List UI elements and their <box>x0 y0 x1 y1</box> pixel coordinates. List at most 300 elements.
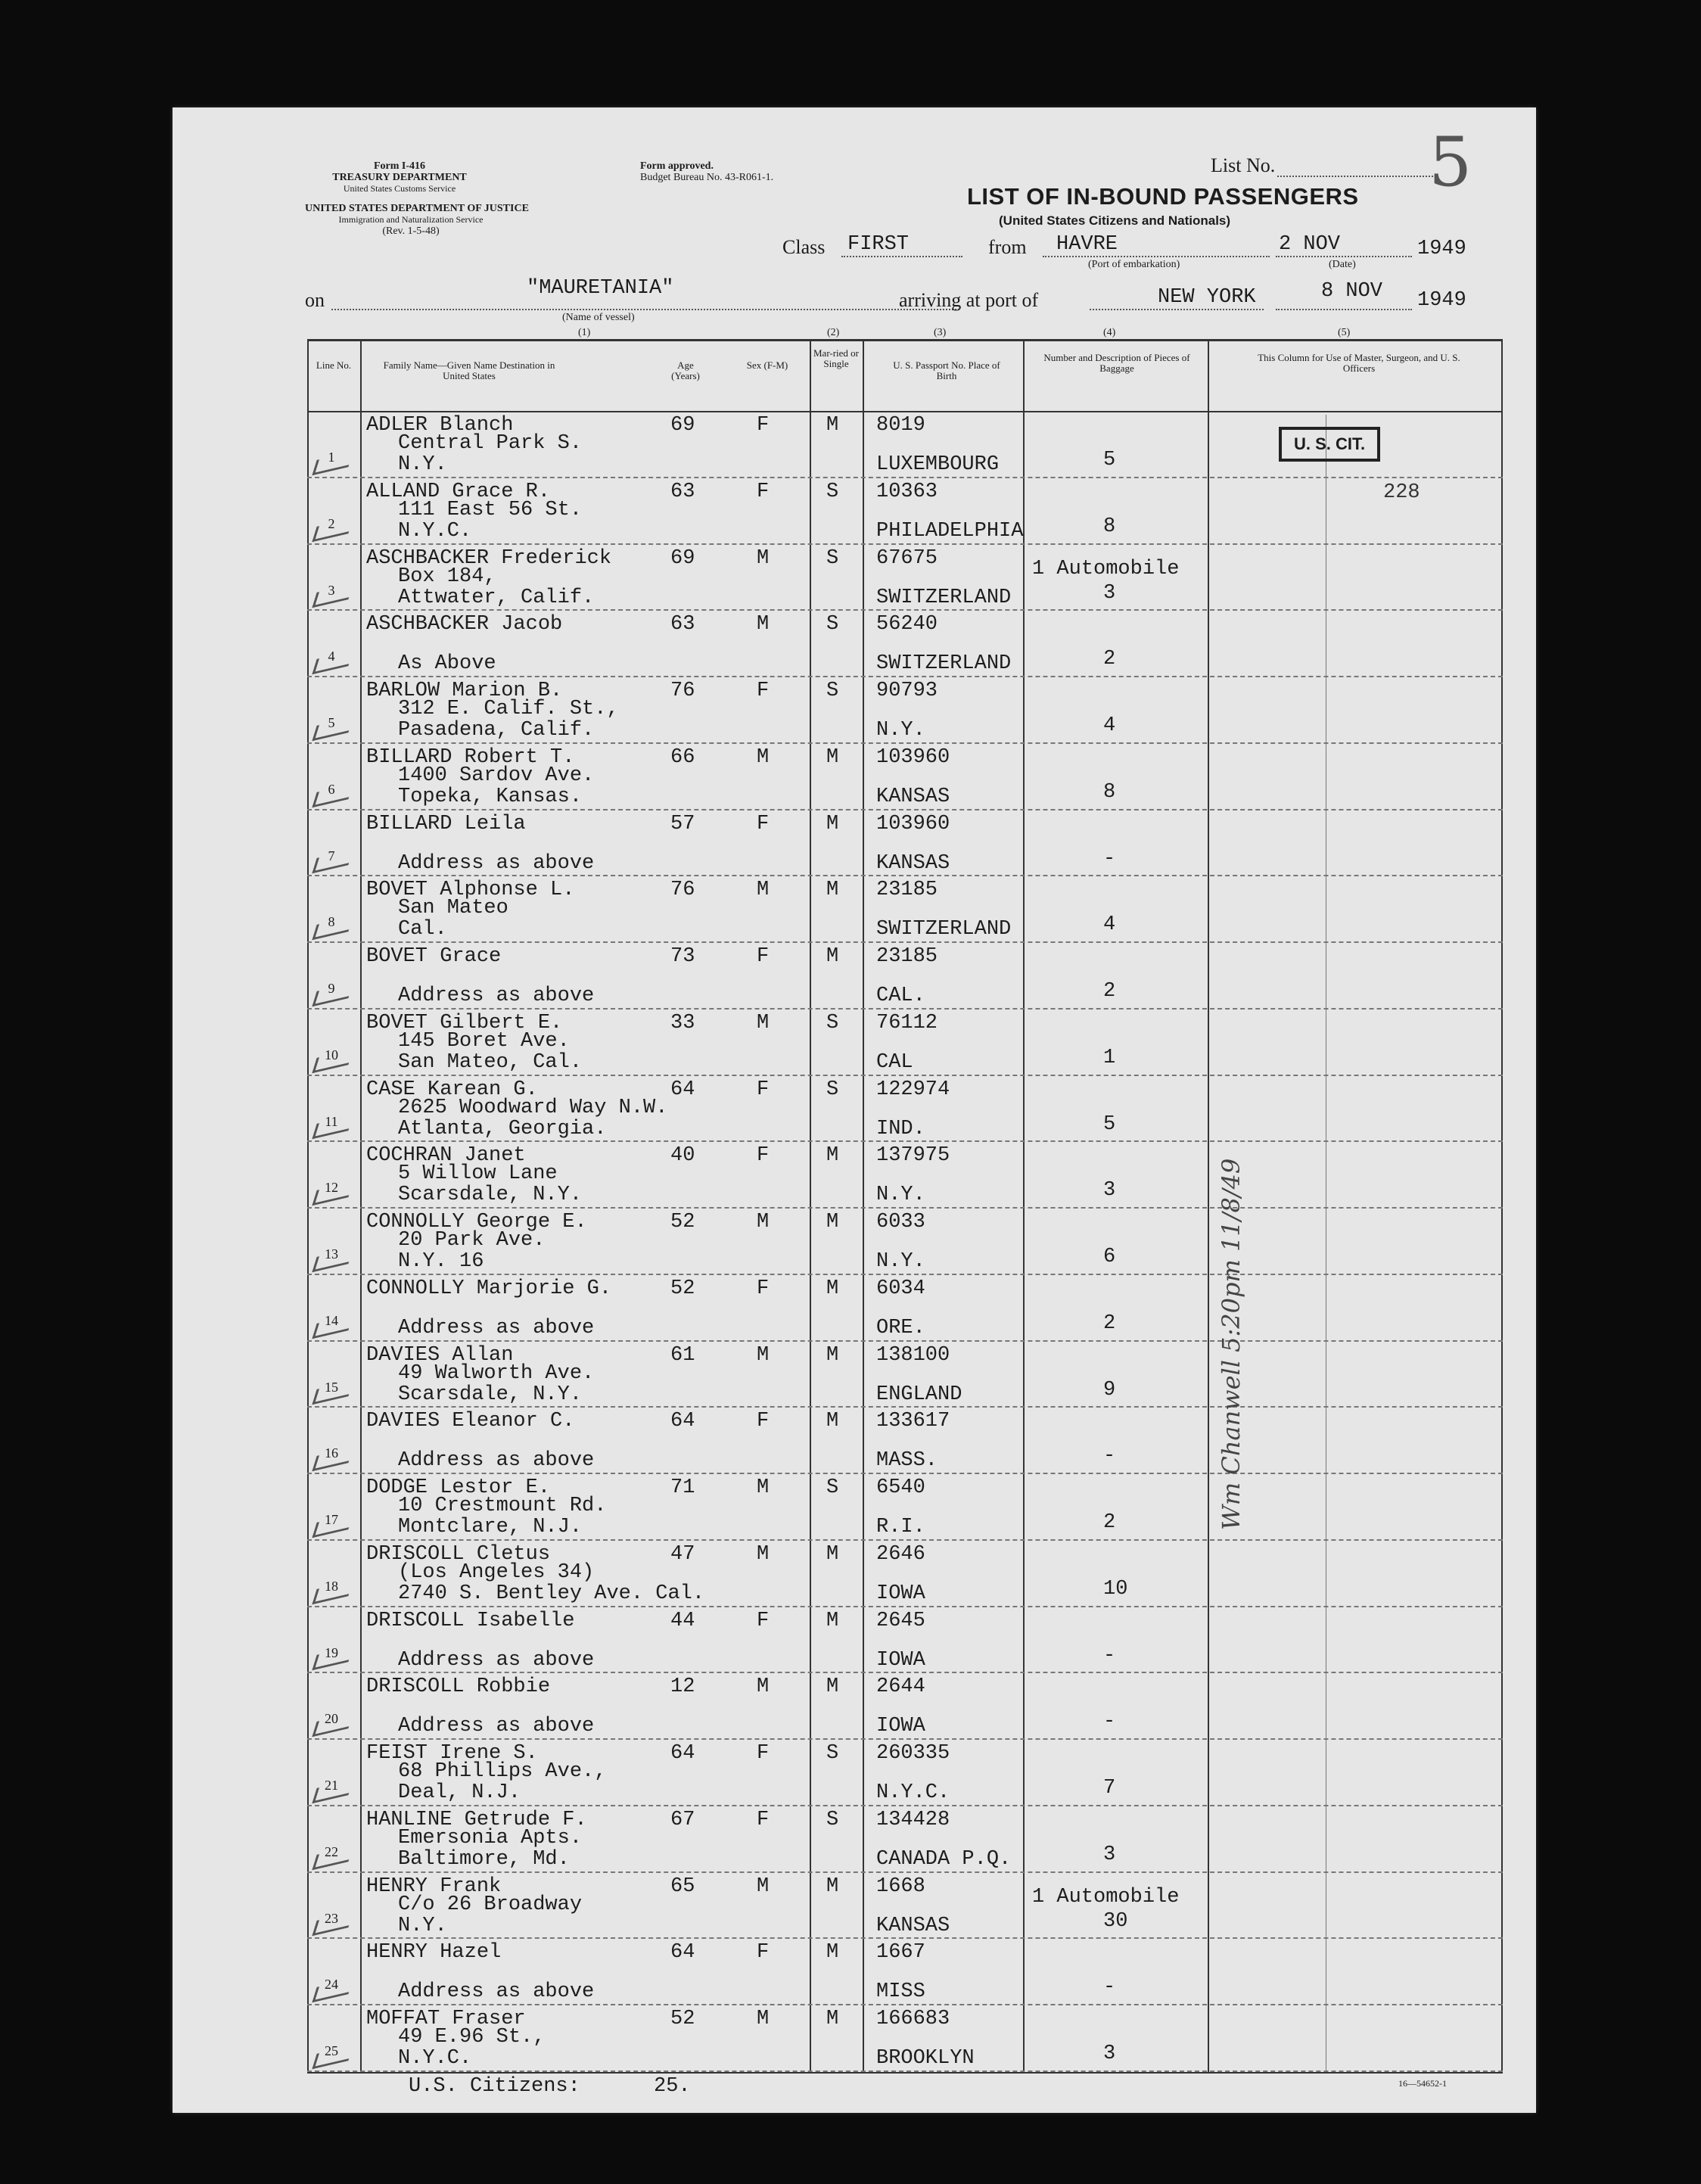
age: 64 <box>670 1410 695 1433</box>
passenger-name: BOVET Gilbert E. <box>366 1011 563 1034</box>
sex: F <box>757 1277 770 1300</box>
sex: F <box>757 1410 770 1433</box>
sex: F <box>757 680 770 702</box>
marital-status: S <box>826 1476 839 1499</box>
baggage-count: 2 <box>1103 1511 1116 1534</box>
address-line-2: As Above <box>398 652 496 676</box>
justice-block <box>305 203 529 237</box>
col-num-5: (5) <box>1338 327 1351 338</box>
line-number: 17 <box>325 1512 338 1527</box>
place-of-birth: IOWA <box>876 1582 925 1605</box>
age: 66 <box>670 745 695 769</box>
address-line-1: 49 Walworth Ave. <box>398 1361 595 1385</box>
list-no-line <box>1277 176 1436 177</box>
line-number: 9 <box>328 981 335 996</box>
passenger-name: BARLOW Marion B. <box>366 680 563 702</box>
address-line-2: N.Y.C. <box>398 519 472 543</box>
passenger-name: MOFFAT Fraser <box>366 2008 526 2030</box>
baggage-count: 2 <box>1103 980 1116 1003</box>
header-officers: This Column for Use of Master, Surgeon, and U. S. Officers <box>1258 352 1460 374</box>
address-line-1: 145 Boret Ave. <box>398 1029 570 1053</box>
address-line-2: 2740 S. Bentley Ave. Cal. <box>398 1582 705 1605</box>
address-line-2: Montclare, N.J. <box>398 1516 583 1538</box>
passenger-name: ADLER Blanch <box>366 414 514 437</box>
form-agency-block <box>294 160 505 194</box>
date-caption: (Date) <box>1329 259 1356 270</box>
line-number: 18 <box>325 1578 338 1594</box>
marital-status: S <box>826 546 839 570</box>
line-number: 12 <box>325 1180 338 1196</box>
passport-number: 6033 <box>876 1211 925 1234</box>
place-of-birth: N.Y. <box>876 1250 925 1273</box>
passenger-name: DAVIES Allan <box>366 1343 514 1367</box>
sex: M <box>757 879 770 902</box>
place-of-birth: KANSAS <box>876 851 950 875</box>
address-line-1: Box 184, <box>398 565 496 588</box>
sex: M <box>757 1011 770 1034</box>
marital-status: M <box>826 1410 839 1433</box>
table-row <box>307 677 1503 744</box>
address-line-2: Address as above <box>398 1648 595 1672</box>
arriving-label: arriving at port of <box>899 289 1039 311</box>
place-of-birth: ORE. <box>876 1316 925 1339</box>
line-number: 3 <box>328 582 335 598</box>
age: 52 <box>670 1211 695 1234</box>
header-married: Mar-ried or Single <box>813 347 860 369</box>
header-age: Age (Years) <box>671 359 700 381</box>
address-line-1: 2625 Woodward Way N.W. <box>398 1096 668 1119</box>
address-line-2: N.Y. 16 <box>398 1250 484 1273</box>
age: 57 <box>670 812 695 835</box>
marital-status: M <box>826 1609 839 1632</box>
passenger-name: HENRY Hazel <box>366 1941 502 1965</box>
marital-status: S <box>826 1742 839 1765</box>
baggage-description: 1 Automobile <box>1032 557 1180 580</box>
from-label: from <box>988 236 1027 258</box>
age: 76 <box>670 680 695 702</box>
baggage-count: 2 <box>1103 1311 1116 1335</box>
address-line-2: Cal. <box>398 918 447 941</box>
table-row <box>307 943 1503 1010</box>
table-row <box>307 1076 1503 1143</box>
line-number: 22 <box>325 1843 338 1859</box>
address-line-1: Central Park S. <box>398 432 583 455</box>
passenger-name: ALLAND Grace R. <box>366 480 551 503</box>
line-number: 8 <box>328 914 335 930</box>
place-of-birth: IOWA <box>876 1648 925 1672</box>
passenger-name: ASCHBACKER Frederick <box>366 546 612 570</box>
line-number: 2 <box>328 515 335 531</box>
arrival-date-line <box>1276 309 1412 310</box>
list-no-handwritten: 5 <box>1429 123 1472 202</box>
address-line-2: Atlanta, Georgia. <box>398 1117 607 1140</box>
line-number: 14 <box>325 1312 338 1328</box>
passenger-list-sheet <box>173 107 1536 2113</box>
vessel-caption: (Name of vessel) <box>562 312 635 323</box>
line-number: 15 <box>325 1379 338 1395</box>
marital-status: S <box>826 480 839 503</box>
passport-number: 1668 <box>876 1874 925 1898</box>
place-of-birth: MISS <box>876 1980 925 2004</box>
col-num-4: (4) <box>1103 327 1116 338</box>
page-subtitle: (United States Citizens and Nationals) <box>999 213 1231 228</box>
line-number: 16 <box>325 1445 338 1461</box>
passenger-name: DRISCOLL Isabelle <box>366 1609 575 1632</box>
table-row <box>307 1142 1503 1209</box>
passport-number: 23185 <box>876 879 938 902</box>
line-number: 1 <box>328 450 335 465</box>
baggage-count: 30 <box>1103 1909 1128 1933</box>
sex: M <box>757 745 770 769</box>
place-of-birth: KANSAS <box>876 785 950 808</box>
table-bottom-rule <box>307 2072 1503 2074</box>
age: 63 <box>670 613 695 636</box>
passport-number: 137975 <box>876 1144 950 1168</box>
baggage-count: - <box>1103 1976 1116 1999</box>
address-line-2: Address as above <box>398 1316 595 1339</box>
sex: F <box>757 1742 770 1765</box>
col-num-1: (1) <box>578 327 591 338</box>
address-line-1: 10 Crestmount Rd. <box>398 1495 607 1517</box>
baggage-count: 5 <box>1103 1112 1116 1136</box>
age: 12 <box>670 1675 695 1699</box>
sex: F <box>757 1941 770 1965</box>
address-line-1: 68 Phillips Ave., <box>398 1760 607 1783</box>
age: 61 <box>670 1343 695 1367</box>
passport-number: 76112 <box>876 1011 938 1034</box>
address-line-2: Baltimore, Md. <box>398 1847 570 1871</box>
marital-status: M <box>826 812 839 835</box>
passport-number: 166683 <box>876 2008 950 2030</box>
sex: M <box>757 546 770 570</box>
baggage-count: 1 <box>1103 1046 1116 1069</box>
approval-block <box>640 160 773 183</box>
age: 65 <box>670 1874 695 1898</box>
vessel-line <box>331 309 959 310</box>
passport-number: 133617 <box>876 1410 950 1433</box>
table-rows <box>307 412 1503 2072</box>
table-row <box>307 1010 1503 1076</box>
passport-number: 103960 <box>876 812 950 835</box>
baggage-count: 9 <box>1103 1378 1116 1402</box>
table-row <box>307 744 1503 810</box>
passenger-name: CASE Karean G. <box>366 1078 538 1101</box>
baggage-count: - <box>1103 847 1116 870</box>
table-row <box>307 1673 1503 1740</box>
from-line <box>1043 256 1270 257</box>
header-line-no: Line No. <box>316 359 352 371</box>
sex: M <box>757 1542 770 1566</box>
baggage-count: 2 <box>1103 648 1116 671</box>
address-line-1: C/o 26 Broadway <box>398 1893 583 1916</box>
table-row <box>307 1275 1503 1342</box>
address-line-2: San Mateo, Cal. <box>398 1050 583 1074</box>
address-line-2: Address as above <box>398 1715 595 1738</box>
passenger-name: HENRY Frank <box>366 1874 502 1898</box>
passport-number: 260335 <box>876 1742 950 1765</box>
baggage-count: 3 <box>1103 1179 1116 1202</box>
place-of-birth: R.I. <box>876 1516 925 1538</box>
citizens-label: U.S. Citizens: <box>409 2075 580 2098</box>
passport-number: 2644 <box>876 1675 925 1699</box>
line-number: 11 <box>325 1113 338 1129</box>
table-row <box>307 1209 1503 1275</box>
table-row <box>307 1342 1503 1408</box>
table-row <box>307 611 1503 677</box>
place-of-birth: CAL. <box>876 985 925 1007</box>
class-line <box>841 256 962 257</box>
table-row <box>307 2005 1503 2072</box>
depart-year: 1949 <box>1417 238 1466 260</box>
age: 52 <box>670 2008 695 2030</box>
passport-number: 103960 <box>876 745 950 769</box>
passenger-name: CONNOLLY George E. <box>366 1211 587 1234</box>
passenger-name: DAVIES Eleanor C. <box>366 1410 575 1433</box>
marital-status: M <box>826 414 839 437</box>
budget-bureau: Budget Bureau No. 43-R061-1. <box>640 172 774 183</box>
marital-status: S <box>826 680 839 702</box>
baggage-description: 1 Automobile <box>1032 1885 1180 1909</box>
table-row <box>307 1474 1503 1541</box>
place-of-birth: SWITZERLAND <box>876 918 1012 941</box>
print-code: 16—54652-1 <box>1398 2078 1447 2089</box>
form-number: Form I-416 <box>373 160 426 172</box>
marital-status: M <box>826 745 839 769</box>
table-row <box>307 1873 1503 1940</box>
line-number: 19 <box>325 1644 338 1660</box>
place-of-birth: ENGLAND <box>876 1383 962 1406</box>
passport-number: 134428 <box>876 1808 950 1831</box>
table-row <box>307 478 1503 545</box>
customs-service: United States Customs Service <box>343 183 456 194</box>
passenger-name: ASCHBACKER Jacob <box>366 613 563 636</box>
address-line-2: Pasadena, Calif. <box>398 719 595 742</box>
line-number: 13 <box>325 1246 338 1262</box>
header-name: Family Name—Given Name Destination in United States <box>383 359 555 381</box>
table-row <box>307 1806 1503 1873</box>
baggage-count: 4 <box>1103 913 1116 937</box>
passport-number: 6540 <box>876 1476 925 1499</box>
age: 63 <box>670 480 695 503</box>
sex: F <box>757 480 770 503</box>
col-num-3: (3) <box>934 327 947 338</box>
header-sex: Sex (F-M) <box>746 359 788 371</box>
address-line-2: N.Y. <box>398 1914 447 1937</box>
address-line-1: 49 E.96 St., <box>398 2026 546 2049</box>
address-line-1: 5 Willow Lane <box>398 1162 558 1186</box>
address-line-2: Scarsdale, N.Y. <box>398 1383 583 1406</box>
passenger-name: DODGE Lestor E. <box>366 1476 551 1499</box>
age: 40 <box>670 1144 695 1168</box>
marital-status: S <box>826 613 839 636</box>
age: 52 <box>670 1277 695 1300</box>
marital-status: M <box>826 945 839 968</box>
passport-number: 56240 <box>876 613 938 636</box>
page-title: LIST OF IN-BOUND PASSENGERS <box>967 183 1359 210</box>
passport-number: 6034 <box>876 1277 925 1300</box>
baggage-count: 3 <box>1103 1843 1116 1866</box>
age: 69 <box>670 546 695 570</box>
line-number: 6 <box>328 781 335 797</box>
address-line-2: Scarsdale, N.Y. <box>398 1184 583 1207</box>
arrival-year: 1949 <box>1417 289 1466 312</box>
marital-status: M <box>826 1675 839 1699</box>
ins-service: Immigration and Naturalization Service <box>338 214 484 225</box>
baggage-count: 10 <box>1103 1577 1128 1601</box>
baggage-count: - <box>1103 1644 1116 1667</box>
form-approved: Form approved. <box>640 160 714 172</box>
sex: F <box>757 1609 770 1632</box>
from-value: HAVRE <box>1056 233 1118 256</box>
place-of-birth: IOWA <box>876 1715 925 1738</box>
passenger-name: CONNOLLY Marjorie G. <box>366 1277 612 1300</box>
age: 47 <box>670 1542 695 1566</box>
col-num-2: (2) <box>827 327 840 338</box>
place-of-birth: BROOKLYN <box>876 2047 975 2070</box>
sex: M <box>757 1874 770 1898</box>
passenger-name: DRISCOLL Cletus <box>366 1542 551 1566</box>
line-number: 24 <box>325 1977 338 1993</box>
marital-status: M <box>826 1144 839 1168</box>
table-row <box>307 1740 1503 1806</box>
passenger-table <box>307 339 1503 2074</box>
passport-number: 1667 <box>876 1941 925 1965</box>
passenger-name: BOVET Alphonse L. <box>366 879 575 902</box>
address-line-1: 111 East 56 St. <box>398 498 583 521</box>
age: 44 <box>670 1609 695 1632</box>
passport-number: 23185 <box>876 945 938 968</box>
passenger-name: DRISCOLL Robbie <box>366 1675 551 1699</box>
address-line-1: 20 Park Ave. <box>398 1229 546 1252</box>
table-row <box>307 545 1503 611</box>
passport-number: 2645 <box>876 1609 925 1632</box>
list-no-label: List No. <box>1211 154 1276 176</box>
arrival-port-line <box>1090 309 1264 310</box>
age: 64 <box>670 1941 695 1965</box>
sex: M <box>757 613 770 636</box>
header-baggage: Number and Description of Pieces of Baggage <box>1043 352 1190 374</box>
treasury-dept: TREASURY DEPARTMENT <box>332 172 467 183</box>
place-of-birth: KANSAS <box>876 1914 950 1937</box>
depart-date-line <box>1276 256 1412 257</box>
address-line-1: 312 E. Calif. St., <box>398 698 619 720</box>
place-of-birth: CANADA P.Q. <box>876 1847 1012 1871</box>
baggage-count: 6 <box>1103 1246 1116 1268</box>
line-number: 10 <box>325 1047 338 1062</box>
age: 71 <box>670 1476 695 1499</box>
class-label: Class <box>782 236 826 258</box>
class-value: FIRST <box>847 233 910 256</box>
address-line-2: N.Y.C. <box>398 2047 472 2070</box>
passport-number: 2646 <box>876 1542 925 1566</box>
age: 33 <box>670 1011 695 1034</box>
justice-dept: UNITED STATES DEPARTMENT OF JUSTICE <box>305 203 529 214</box>
officer-signature: Wm Chanwell 5:20pm 11/8/49 <box>1217 1158 1245 1530</box>
age: 69 <box>670 414 695 437</box>
line-number: 20 <box>325 1711 338 1727</box>
line-number: 5 <box>328 715 335 730</box>
line-number: 23 <box>325 1910 338 1926</box>
age: 64 <box>670 1078 695 1101</box>
address-line-2: Address as above <box>398 851 595 875</box>
passport-number: 90793 <box>876 680 938 702</box>
marital-status: M <box>826 879 839 902</box>
baggage-count: - <box>1103 1710 1116 1734</box>
sex: F <box>757 945 770 968</box>
sex: M <box>757 1675 770 1699</box>
marital-status: M <box>826 1542 839 1566</box>
address-line-2: Address as above <box>398 985 595 1007</box>
line-number: 4 <box>328 649 335 664</box>
address-line-1: Emersonia Apts. <box>398 1826 583 1850</box>
marital-status: S <box>826 1011 839 1034</box>
address-line-2: Deal, N.J. <box>398 1781 521 1804</box>
baggage-count: 5 <box>1103 449 1116 471</box>
baggage-count: 4 <box>1103 714 1116 737</box>
address-line-1: (Los Angeles 34) <box>398 1560 595 1584</box>
age: 73 <box>670 945 695 968</box>
sex: F <box>757 812 770 835</box>
sex: M <box>757 1343 770 1367</box>
sex: M <box>757 1476 770 1499</box>
passenger-name: FEIST Irene S. <box>366 1742 538 1765</box>
place-of-birth: IND. <box>876 1117 925 1140</box>
place-of-birth: CAL <box>876 1050 913 1074</box>
passenger-name: BILLARD Leila <box>366 812 526 835</box>
place-of-birth: MASS. <box>876 1449 938 1473</box>
baggage-count: 3 <box>1103 2042 1116 2065</box>
passport-number: 122974 <box>876 1078 950 1101</box>
passenger-name: BILLARD Robert T. <box>366 745 575 769</box>
place-of-birth: N.Y.C. <box>876 1781 950 1804</box>
address-line-2: Address as above <box>398 1980 595 2004</box>
revision: (Rev. 1-5-48) <box>382 226 440 237</box>
marital-status: M <box>826 1941 839 1965</box>
sex: M <box>757 2008 770 2030</box>
sex: F <box>757 1808 770 1831</box>
age: 67 <box>670 1808 695 1831</box>
baggage-count: 7 <box>1103 1777 1116 1800</box>
address-line-2: Attwater, Calif. <box>398 586 595 609</box>
baggage-count: 8 <box>1103 780 1116 804</box>
depart-date: 2 NOV <box>1279 233 1341 256</box>
place-of-birth: SWITZERLAND <box>876 586 1012 609</box>
table-row <box>307 1607 1503 1674</box>
row-divider <box>307 2070 1503 2072</box>
port-caption: (Port of embarkation) <box>1088 259 1180 270</box>
passport-number: 8019 <box>876 414 925 437</box>
address-line-2: Address as above <box>398 1449 595 1473</box>
us-citizen-stamp: U. S. CIT. <box>1279 427 1380 462</box>
marital-status: M <box>826 2008 839 2030</box>
marital-status: M <box>826 1874 839 1898</box>
place-of-birth: N.Y. <box>876 1184 925 1207</box>
table-row <box>307 810 1503 877</box>
place-of-birth: N.Y. <box>876 719 925 742</box>
age: 64 <box>670 1742 695 1765</box>
sex: F <box>757 1078 770 1101</box>
marital-status: M <box>826 1343 839 1367</box>
age: 76 <box>670 879 695 902</box>
address-line-1: 1400 Sardov Ave. <box>398 764 595 787</box>
passenger-name: BOVET Grace <box>366 945 502 968</box>
on-label: on <box>305 289 325 311</box>
passport-number: 67675 <box>876 546 938 570</box>
place-of-birth: PHILADELPHIA <box>876 519 1024 543</box>
table-row <box>307 876 1503 943</box>
marital-status: M <box>826 1211 839 1234</box>
citizens-count: 25. <box>654 2075 691 2098</box>
